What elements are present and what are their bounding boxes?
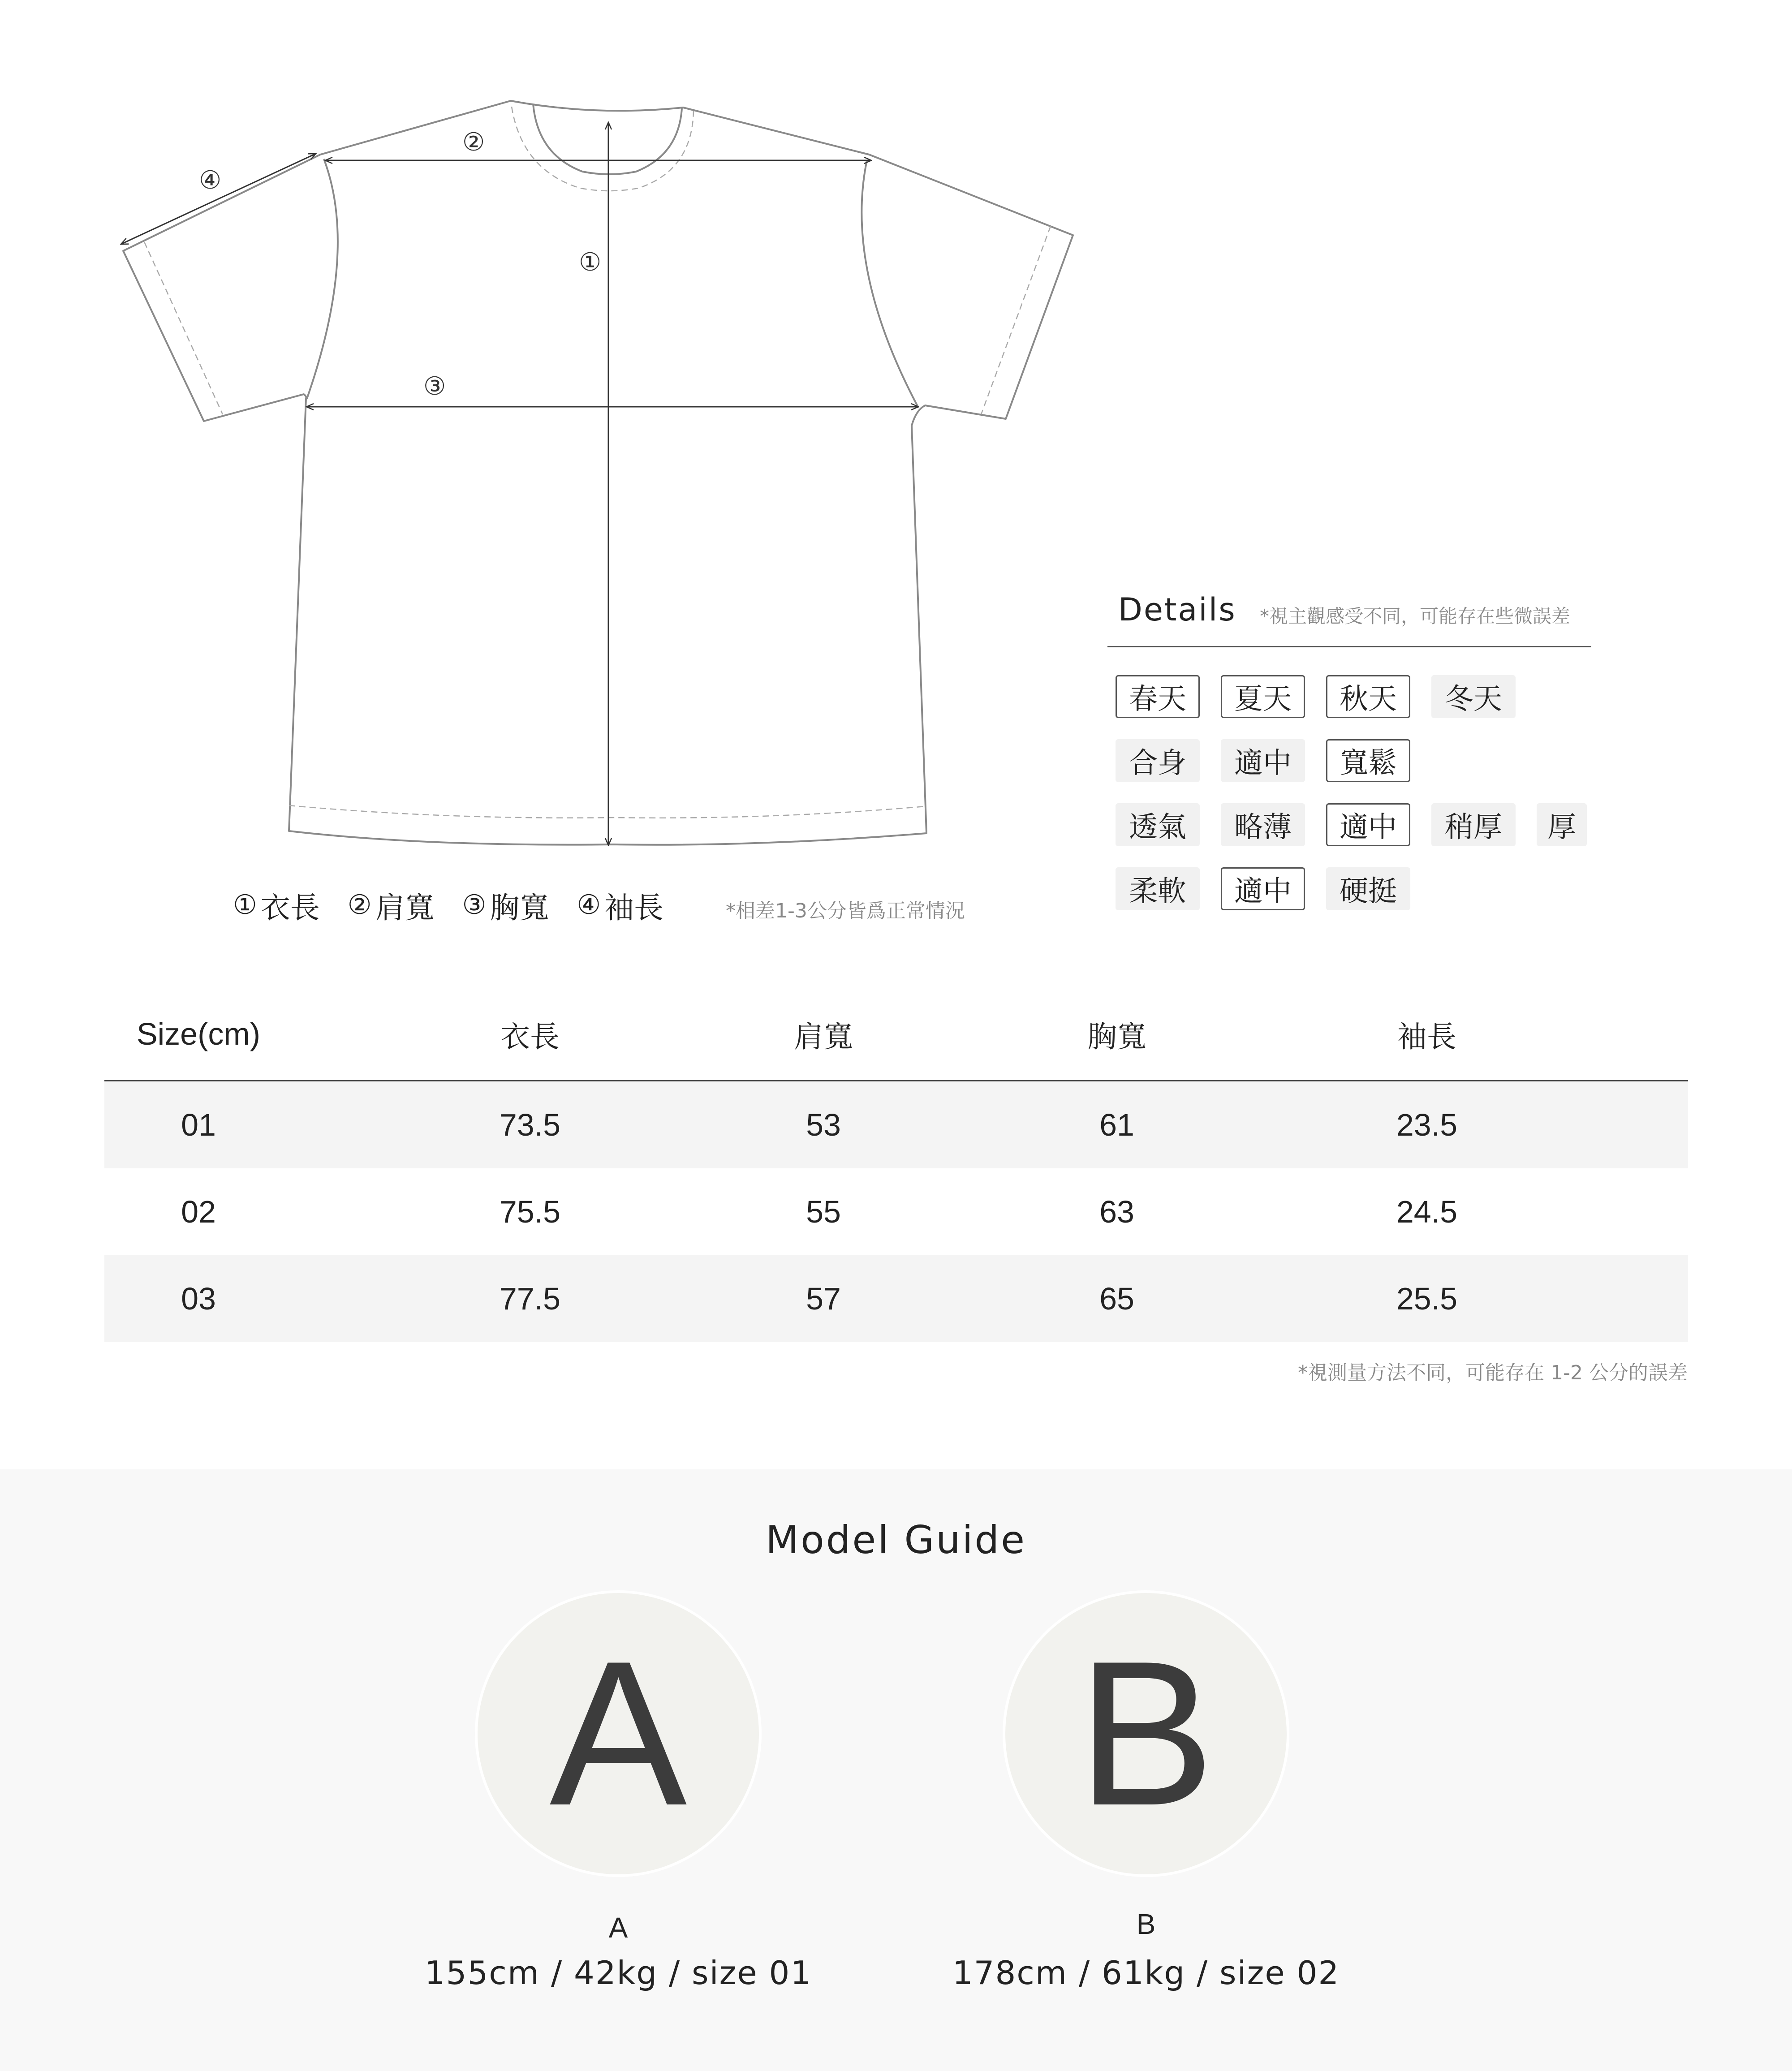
season-tag: 春天 <box>1116 675 1200 718</box>
legend-num: ④ <box>577 889 601 921</box>
avatar <box>1003 1590 1289 1877</box>
column-header-sleeve: 袖長 <box>1397 1019 1456 1054</box>
marker-shoulder: ② <box>462 128 485 157</box>
measurement-legend <box>233 885 691 925</box>
legend-num: ③ <box>462 889 487 921</box>
table-cell: 02 <box>181 1194 216 1229</box>
table-cell: 63 <box>1099 1194 1134 1229</box>
details-note: *視主觀感受不同，可能存在些微誤差 <box>1260 605 1571 627</box>
softness-tag: 硬挺 <box>1326 867 1410 910</box>
fit-tag: 寬鬆 <box>1326 739 1410 782</box>
table-cell: 61 <box>1099 1107 1134 1142</box>
table-cell: 65 <box>1099 1281 1134 1316</box>
model-guide-title: Model Guide <box>765 1518 1027 1563</box>
legend-item <box>348 884 435 926</box>
thickness-tag: 透氣 <box>1116 803 1200 846</box>
season-tag: 秋天 <box>1326 675 1410 718</box>
legend-num: ② <box>347 889 372 921</box>
avatar-letter: B <box>1077 1619 1215 1848</box>
column-header-length: 衣長 <box>500 1019 560 1054</box>
legend-label: 肩寬 <box>375 890 435 925</box>
model-stats: 178cm / 61kg / size 02 <box>952 1954 1340 1992</box>
marker-sleeve: ④ <box>199 166 222 195</box>
table-row <box>104 1168 1688 1255</box>
table-row <box>104 1081 1688 1168</box>
model-name: A <box>608 1912 628 1944</box>
table-cell: 23.5 <box>1396 1107 1458 1142</box>
details-divider <box>1107 646 1591 647</box>
fit-tag: 合身 <box>1116 739 1200 782</box>
avatar-letter: A <box>549 1619 687 1848</box>
table-cell: 53 <box>806 1107 841 1142</box>
fit-tag: 適中 <box>1221 739 1305 782</box>
season-tag: 冬天 <box>1431 675 1516 718</box>
details-title: Details <box>1118 591 1236 628</box>
legend-num: ① <box>233 889 257 921</box>
legend-item <box>577 884 663 926</box>
legend-label: 胸寬 <box>490 890 549 925</box>
model-stats: 155cm / 42kg / size 01 <box>424 1954 812 1992</box>
softness-tag: 適中 <box>1221 867 1305 910</box>
measurement-note: *相差1-3公分皆爲正常情況 <box>726 900 965 922</box>
model-name: B <box>1136 1908 1156 1940</box>
thickness-tag: 適中 <box>1326 803 1410 846</box>
legend-item <box>462 884 549 926</box>
table-cell: 24.5 <box>1396 1194 1458 1229</box>
table-cell: 03 <box>181 1281 216 1316</box>
thickness-tag: 稍厚 <box>1431 803 1516 846</box>
model-guide-section <box>0 1469 1792 2071</box>
table-cell: 01 <box>181 1107 216 1142</box>
legend-label: 衣長 <box>260 890 320 925</box>
table-row <box>104 1255 1688 1342</box>
marker-length: ① <box>579 248 602 277</box>
table-cell: 77.5 <box>499 1281 561 1316</box>
marker-chest: ③ <box>423 372 446 401</box>
table-cell: 75.5 <box>499 1194 561 1229</box>
legend-item <box>233 884 320 926</box>
thickness-tag: 略薄 <box>1221 803 1305 846</box>
table-cell: 73.5 <box>499 1107 561 1142</box>
avatar <box>475 1590 762 1877</box>
tshirt-diagram <box>0 0 1165 887</box>
table-cell: 55 <box>806 1194 841 1229</box>
column-header-chest: 胸寬 <box>1087 1019 1146 1054</box>
tshirt-outline <box>0 0 1165 887</box>
thickness-tag: 厚 <box>1537 803 1587 846</box>
table-cell: 25.5 <box>1396 1281 1458 1316</box>
legend-label: 袖長 <box>604 890 664 925</box>
season-tag: 夏天 <box>1221 675 1305 718</box>
table-note: *視測量方法不同，可能存在 1-2 公分的誤差 <box>1298 1361 1688 1384</box>
column-header-shoulder: 肩寬 <box>794 1019 853 1054</box>
softness-tag: 柔軟 <box>1116 867 1200 910</box>
column-header-size: Size(cm) <box>136 1016 261 1051</box>
table-cell: 57 <box>806 1281 841 1316</box>
